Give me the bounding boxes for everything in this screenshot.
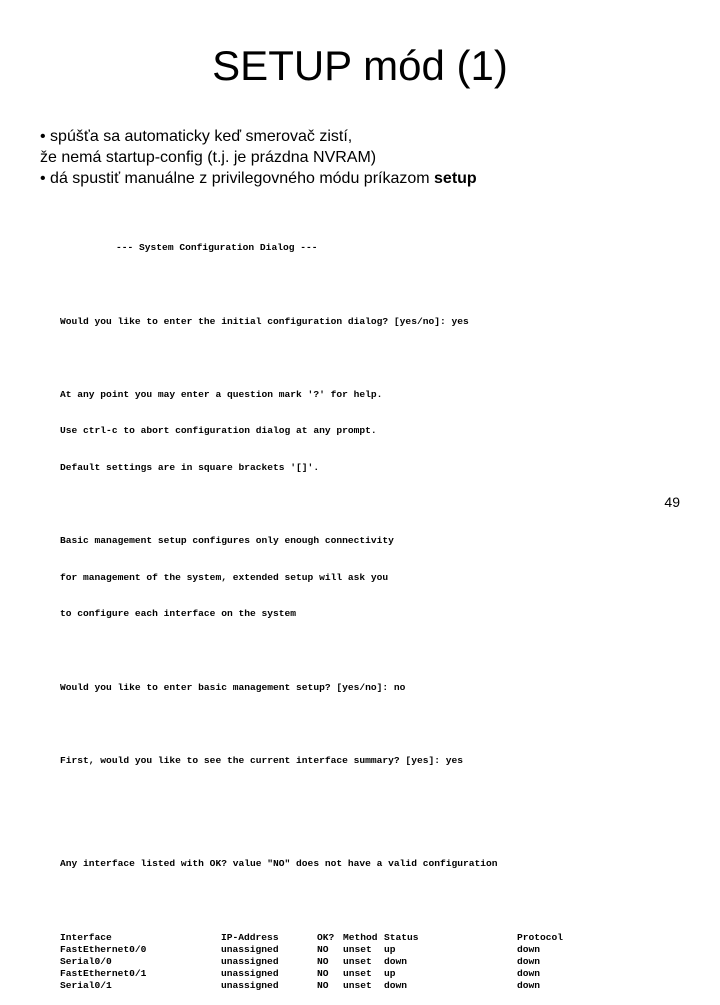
cell-protocol: down	[517, 980, 541, 992]
interface-summary-question: First, would you like to see the current interface summary? [yes]: yes	[60, 754, 464, 766]
header-ok: OK?	[317, 931, 335, 943]
cell-interface: FastEthernet0/1	[60, 968, 147, 980]
cell-method: unset	[343, 943, 372, 955]
bullet-2-text: • dá spustiť manuálne z privilegovného módu príkazom	[40, 170, 435, 187]
cell-status: down	[384, 955, 408, 967]
cell-method: unset	[343, 968, 372, 980]
bullet-1-continuation: že nemá startup-config (t.j. je prázdna NVRAM)	[40, 149, 377, 166]
cell-ok: NO	[317, 968, 329, 980]
table-row	[60, 956, 577, 968]
cell-ok: NO	[317, 943, 329, 955]
cell-ip-address: unassigned	[221, 955, 279, 967]
cell-method: unset	[343, 980, 372, 992]
cell-interface: Serial0/1	[60, 980, 112, 992]
basic-setup-line-2: for management of the system, extended setup will ask you	[60, 571, 389, 583]
header-method: Method	[343, 931, 378, 943]
cell-ok: NO	[317, 980, 329, 992]
table-row	[60, 944, 577, 956]
cell-interface: FastEthernet0/0	[60, 943, 147, 955]
initial-dialog-question: Would you like to enter the initial configuration dialog? [yes/no]: yes	[60, 315, 469, 327]
header-interface: Interface	[60, 931, 112, 943]
table-row	[60, 968, 577, 980]
cell-ip-address: unassigned	[221, 980, 279, 992]
interface-note: Any interface listed with OK? value "NO" does not have a valid configuration	[60, 858, 498, 870]
cell-ok: NO	[317, 955, 329, 967]
bullet-list	[40, 126, 700, 189]
basic-setup-question: Would you like to enter basic management setup? [yes/no]: no	[60, 681, 406, 693]
bullet-1: • spúšťa sa automaticky keď smerovač zistí,	[40, 128, 353, 145]
basic-setup-line-1: Basic management setup configures only enough connectivity	[60, 535, 394, 547]
dialog-heading: --- System Configuration Dialog ---	[116, 242, 318, 254]
cell-status: down	[384, 980, 408, 992]
table-row	[60, 980, 577, 992]
interface-table	[60, 932, 577, 993]
header-ip-address: IP-Address	[221, 931, 279, 943]
cell-protocol: down	[517, 943, 541, 955]
setup-command: setup	[434, 170, 477, 187]
page-number: 49	[664, 494, 680, 510]
cell-status: up	[384, 968, 396, 980]
cell-protocol: down	[517, 968, 541, 980]
cell-ip-address: unassigned	[221, 943, 279, 955]
cell-status: up	[384, 943, 396, 955]
cell-interface: Serial0/0	[60, 955, 112, 967]
help-line-2: Use ctrl-c to abort configuration dialog at any prompt.	[60, 425, 377, 437]
help-line-3: Default settings are in square brackets '[]'.	[60, 461, 320, 473]
slide-title: SETUP mód (1)	[212, 42, 508, 89]
cell-protocol: down	[517, 955, 541, 967]
cell-method: unset	[343, 955, 372, 967]
interface-table-header	[60, 932, 577, 944]
cell-ip-address: unassigned	[221, 968, 279, 980]
terminal-output	[60, 218, 660, 1005]
bullet-2	[40, 168, 700, 189]
header-protocol: Protocol	[517, 931, 564, 943]
help-line-1: At any point you may enter a question mark '?' for help.	[60, 388, 383, 400]
basic-setup-line-3: to configure each interface on the system	[60, 608, 297, 620]
header-status: Status	[384, 931, 419, 943]
